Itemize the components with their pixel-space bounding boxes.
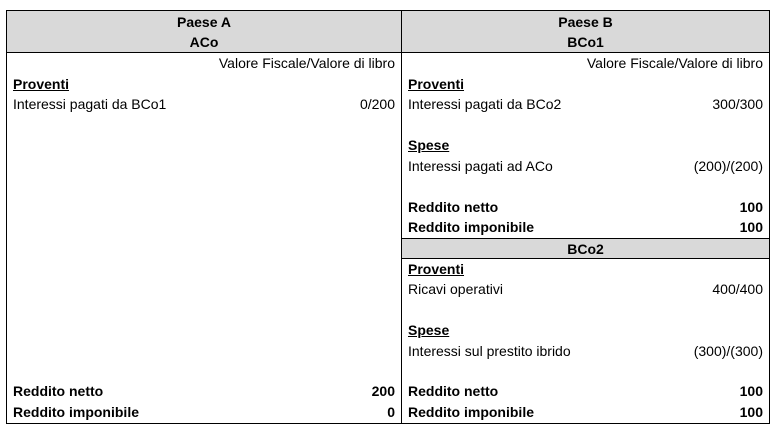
bco2-net-income-value: 100 xyxy=(739,383,763,399)
bco1-income-value: 300/300 xyxy=(712,96,763,112)
aco-totals xyxy=(7,381,401,422)
bco1-income-label: Proventi xyxy=(408,75,465,92)
country-a-header xyxy=(7,11,401,53)
aco-income-label: Proventi xyxy=(13,75,70,92)
bco2-taxable-income-value: 100 xyxy=(739,403,763,420)
bco1-taxable-income-row xyxy=(402,217,769,238)
bco1-entity-name: BCo1 xyxy=(567,33,604,50)
aco-income-item: Interessi pagati da BCo1 xyxy=(13,96,167,112)
aco-net-income-value: 200 xyxy=(371,383,395,399)
bco2-expense-value: (300)/(300) xyxy=(693,342,763,359)
bco1-taxable-income-label: Reddito imponibile xyxy=(408,219,534,235)
bco1-expense-row xyxy=(402,156,769,177)
bco2-net-income-label: Reddito netto xyxy=(408,383,499,399)
country-b-column xyxy=(401,10,770,424)
bco1-net-income-label: Reddito netto xyxy=(408,198,499,215)
bco2-header: BCo2 xyxy=(402,238,769,259)
bco1-expense-label: Spese xyxy=(408,137,450,153)
bco2-net-income-row xyxy=(402,381,769,402)
bco2-income-item: Ricavi operativi xyxy=(408,281,503,297)
aco-net-income-label: Reddito netto xyxy=(13,383,104,399)
tax-comparison-table xyxy=(6,10,770,424)
country-b-name: Paese B xyxy=(558,13,613,30)
bco2-taxable-income-label: Reddito imponibile xyxy=(408,403,534,420)
bco1-income-item: Interessi pagati da BCo2 xyxy=(408,96,562,112)
aco-entity-name: ACo xyxy=(189,33,219,50)
aco-income-row xyxy=(7,94,401,115)
bco2-income-label: Proventi xyxy=(408,260,465,277)
bco2-totals xyxy=(402,381,769,422)
bco1-income-row xyxy=(402,94,769,115)
country-a-name: Paese A xyxy=(177,13,231,30)
spacer xyxy=(402,115,769,136)
country-a-column xyxy=(6,10,402,424)
aco-taxable-income-label: Reddito imponibile xyxy=(13,403,139,420)
aco-net-income-row xyxy=(7,381,401,402)
bco1-net-income-value: 100 xyxy=(739,198,763,215)
bco2-income-row xyxy=(402,279,769,300)
spacer xyxy=(402,300,769,321)
bco2-income-value: 400/400 xyxy=(712,281,763,297)
country-b-header xyxy=(402,11,769,53)
bco1-taxable-income-value: 100 xyxy=(739,219,763,235)
bco1-expense-item: Interessi pagati ad ACo xyxy=(408,157,553,174)
bco2-taxable-income-row xyxy=(402,402,769,423)
bco1-column-header: Valore Fiscale/Valore di libro xyxy=(586,55,763,71)
aco-taxable-income-row xyxy=(7,402,401,423)
aco-income-value: 0/200 xyxy=(359,96,395,112)
spacer xyxy=(402,176,769,197)
bco1-expense-value: (200)/(200) xyxy=(693,157,763,174)
bco2-expense-row xyxy=(402,341,769,362)
bco2-expense-item: Interessi sul prestito ibrido xyxy=(408,342,571,359)
aco-column-header: Valore Fiscale/Valore di libro xyxy=(218,55,395,71)
bco1-net-income-row xyxy=(402,197,769,218)
aco-taxable-income-value: 0 xyxy=(387,403,395,420)
bco2-expense-label: Spese xyxy=(408,322,450,338)
